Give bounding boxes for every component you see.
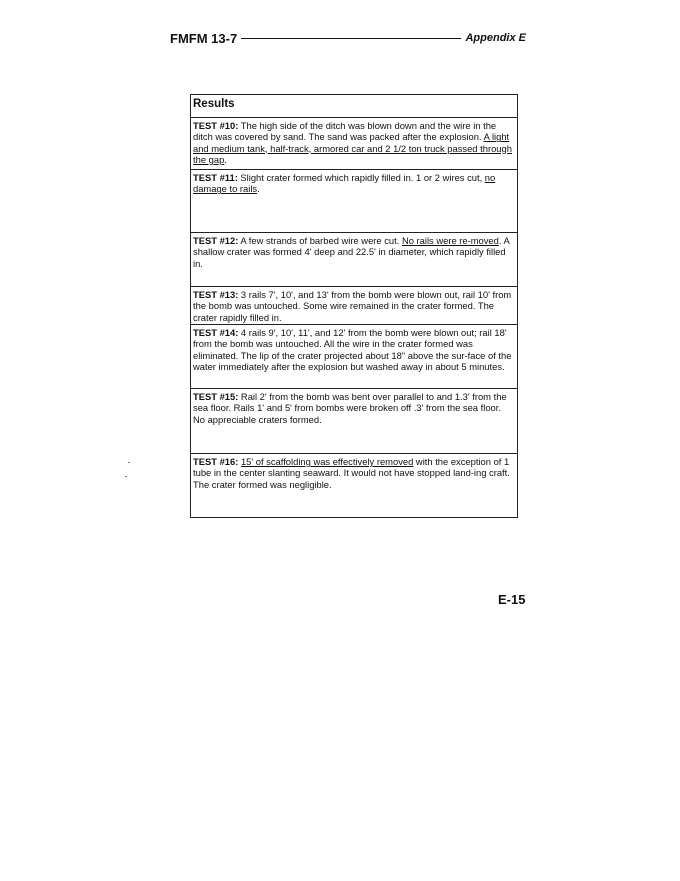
results-table [190,94,518,518]
test-text: A few strands of barbed wire were cut. [238,235,402,246]
test-underlined-text: 15' of scaffolding was effectively removed [240,456,414,467]
test-text: Slight crater formed which rapidly filled in. 1 or 2 wires cut, [237,172,485,183]
test-text-end: with the exception of 1 tube in the center slanting seaward. It would not have stopped land-ing craft. The crater formed was negligible. [193,456,510,490]
test-label: TEST #11: [193,172,238,183]
test-14-row [191,324,517,388]
test-13-row [191,286,517,324]
test-label: TEST #14: [193,327,239,338]
appendix-label: Appendix E [465,32,526,44]
test-text-end: . [257,183,260,195]
test-text-end: . [224,153,227,165]
page-number: E-15 [498,592,526,607]
test-label: TEST #12: [193,235,239,246]
test-text-end: . A shallow crater was formed 4' deep and 22.5' in diameter, which rapidly filled in. [193,235,510,269]
results-title: Results [193,98,235,110]
results-header-row [191,95,517,117]
test-16-row [191,453,517,517]
running-header [170,29,526,47]
test-10-row [191,117,517,169]
scan-speck [125,476,127,477]
test-underlined-text: A light and medium tank, half-track, armored car and 2 1/2 ton truck passed through the gap [193,131,512,165]
test-label: TEST #10: [193,120,239,131]
scan-speck [128,462,130,463]
test-text: The high side of the ditch was blown down and the wire in the ditch was covered by sand. The sand was packed after the explosion. [193,120,497,143]
test-15-row [191,388,517,453]
test-label: TEST #13: [193,289,239,300]
test-text: 4 rails 9', 10', 11', and 12' from the bomb were blown out; rail 18' from the bomb was untouched. All the wire in the crater formed was eliminated. The lip of the crater projected about 18" above the sur-face of the water immediately after the explosion but washed away in about 5 minutes. [193,327,512,372]
test-11-row [191,169,517,232]
test-underlined-text: No rails were re-moved [401,235,499,246]
header-rule [241,38,461,39]
test-text: Rail 2' from the bomb was bent over parallel to and 1.3' from the sea floor. Rails 1' and 5' from bombs were broken off .3' from the sea floor. No appreciable craters formed. [193,391,507,425]
test-text: 3 rails 7', 10', and 13' from the bomb were blown out, rail 10' from the bomb was untouched. Some wire remained in the crater formed. The crater rapidly filled in. [193,289,512,323]
manual-number: FMFM 13-7 [170,30,238,46]
test-label: TEST #16: [193,456,239,467]
test-underlined-text: no damage to rails [193,172,496,195]
test-12-row [191,232,517,286]
test-label: TEST #15: [193,391,239,402]
